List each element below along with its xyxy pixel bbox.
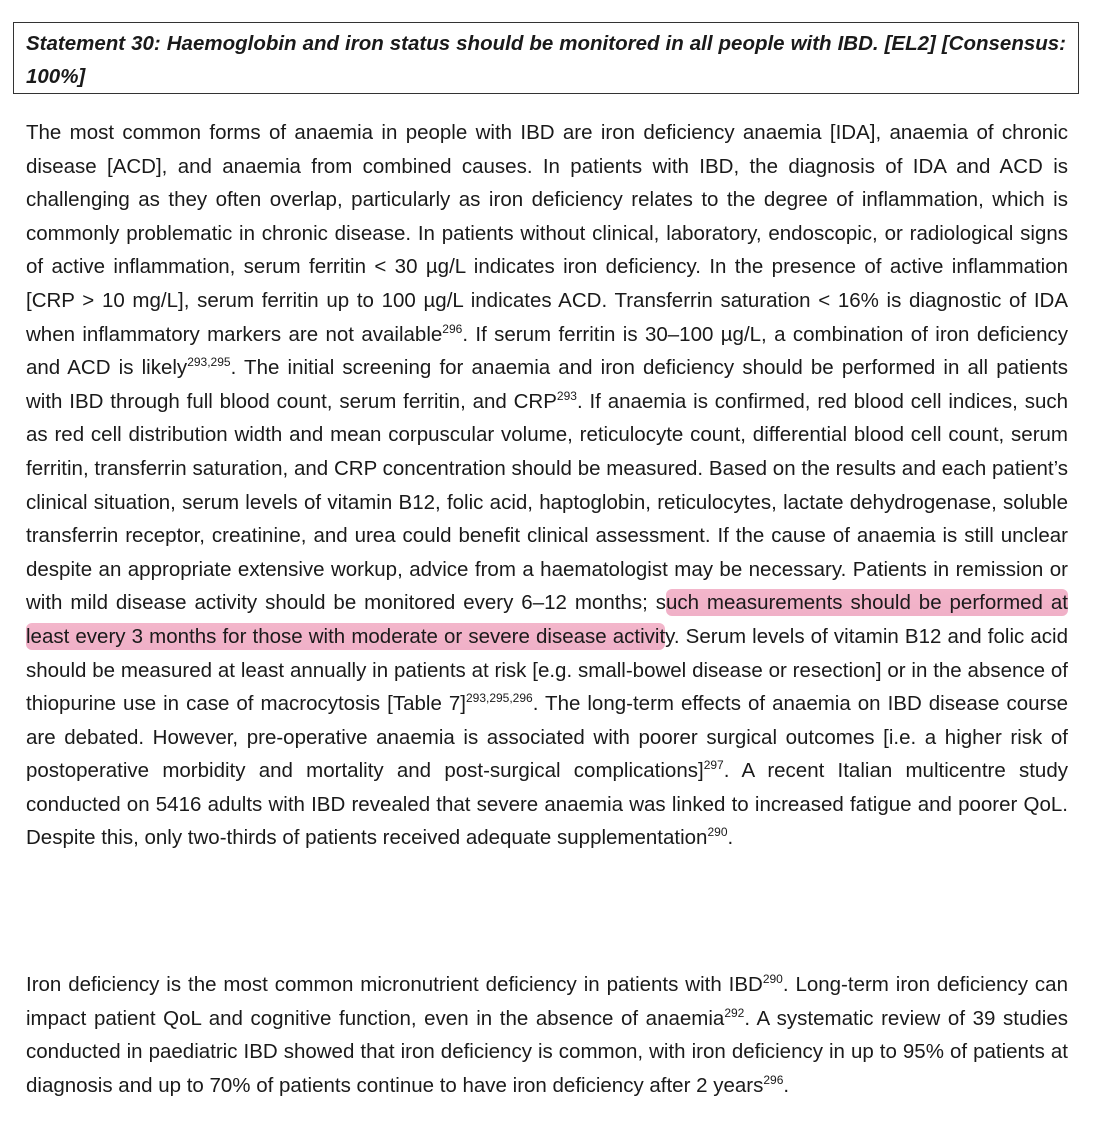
citation-ref: 293,295 bbox=[187, 355, 231, 370]
text-run: . bbox=[783, 1073, 790, 1097]
citation-ref: 296 bbox=[763, 1072, 784, 1087]
text-run: . A recent Italian multicentre study conducted on 5416 adults with IBD revealed that severe anaemia was linked to increased fatigue and poorer QoL. Despite this, only two-thirds of patients received adequate supplementation bbox=[26, 759, 1068, 850]
citation-ref: 293 bbox=[556, 388, 577, 403]
text-run: Iron deficiency is the most common micronutrient deficiency in patients with IBD bbox=[26, 973, 763, 996]
text-run: The most common forms of anaemia in people with IBD are iron deficiency anaemia [IDA], anaemia of chronic disease [ACD], and anaemia from combined causes. In patients with IBD, the diagnosis of IDA and ACD is challenging as they often overlap, particularly as iron deficiency relates to the degree of inflammation, which is commonly problematic in chronic disease. In patients without clinical, laboratory, endoscopic, or radiological signs of active inflammation, serum ferritin < 30 µg/L indicates iron deficiency. In the presence of active inflammation [CRP > 10 mg/L], serum ferritin up to 100 µg/L indicates ACD. Transferrin saturation < 16% is diagnostic of IDA when inflammatory markers are not available bbox=[26, 121, 1068, 346]
text-run: . bbox=[727, 826, 734, 850]
citation-ref: 297 bbox=[703, 758, 724, 773]
text-run: . The long-term effects of anaemia on IBD disease course are debated. However, pre-operative anaemia is associated with poorer surgical outcomes [i.e. a higher risk of postoperative morbidity and mortality and post-surgical complications] bbox=[26, 692, 1068, 783]
paragraph-iron-deficiency bbox=[26, 968, 1068, 1102]
text-run: . If serum ferritin is 30–100 µg/L, a combination of iron deficiency and ACD is likely bbox=[26, 322, 1068, 380]
statement-box bbox=[13, 22, 1079, 94]
text-run: . If anaemia is confirmed, red blood cell indices, such as red cell distribution width and mean corpuscular volume, reticulocyte count, differential blood cell count, serum ferritin, transferrin saturation, and CRP concentration should be measured. Based on the results and each patient’s clinical situation, serum levels of vitamin B12, folic acid, haptoglobin, reticulocytes, lactate dehydrogenase, soluble transferrin receptor, creatinine, and urea could benefit clinical assessment. If the cause of anaemia is still unclear despite an appropriate extensive workup, advice from a haematologist may be necessary. Patients in remission or with mild disease activity should be monitored every 6–12 months; s bbox=[26, 389, 1068, 615]
citation-ref: 290 bbox=[762, 972, 783, 987]
citation-ref: 293,295,296 bbox=[465, 691, 533, 706]
text-run: . Long-term iron deficiency can impact patient QoL and cognitive function, even in the absence of anaemia bbox=[26, 973, 1068, 1030]
citation-ref: 290 bbox=[707, 825, 728, 840]
citation-ref: 296 bbox=[442, 321, 463, 336]
paragraph-anaemia-monitoring bbox=[26, 116, 1068, 855]
highlighted-text: uch measurements should be performed at least every 3 months for those with moderate or severe disease activit bbox=[26, 591, 1068, 648]
text-run: . The initial screening for anaemia and iron deficiency should be performed in all patients with IBD through full blood count, serum ferritin, and CRP bbox=[26, 356, 1068, 413]
text-run: . A systematic review of 39 studies conducted in paediatric IBD showed that iron deficiency is common, with iron deficiency in up to 95% of patients at diagnosis and up to 70% of patients continue to have iron deficiency after 2 years bbox=[26, 1006, 1068, 1097]
text-run: y. Serum levels of vitamin B12 and folic acid should be measured at least annually in patients at risk [e.g. small-bowel disease or resection] or in the absence of thiopurine use in case of macrocytosis [Table 7] bbox=[26, 624, 1068, 716]
citation-ref: 292 bbox=[724, 1005, 745, 1020]
statement-text: Statement 30: Haemoglobin and iron status should be monitored in all people with IBD. [EL2] [Consensus: 100%] bbox=[26, 32, 1066, 88]
